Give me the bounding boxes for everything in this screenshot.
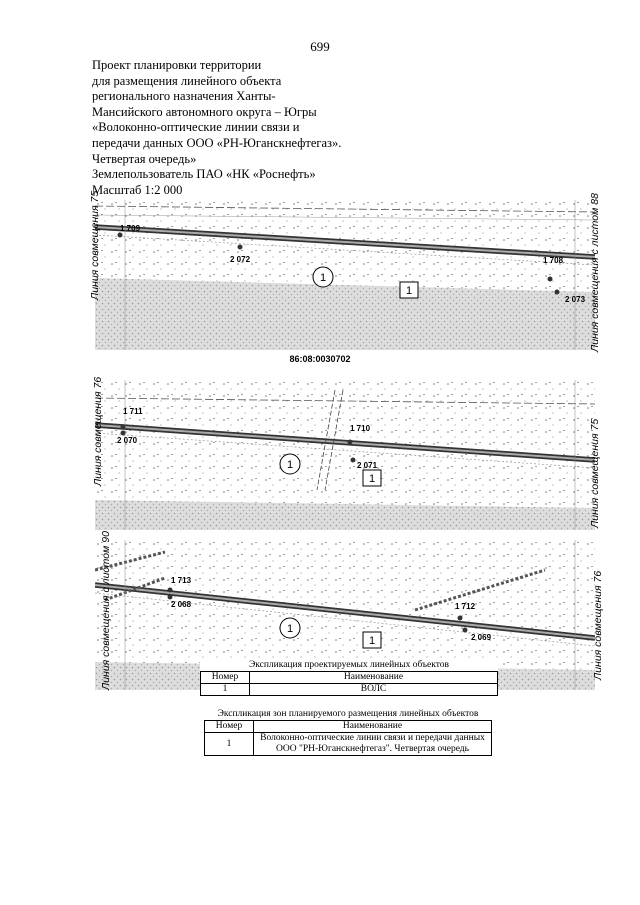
table-cell-name xyxy=(254,733,492,756)
zones-table-caption: Экспликация зон планируемого размещения линейных объектов xyxy=(217,709,479,719)
table-header-number: Номер xyxy=(201,672,250,684)
zone-circle-label: 1 xyxy=(286,459,294,471)
header-line: Масштаб 1:2 000 xyxy=(92,182,183,197)
alignment-line-label-right: Линия совмещения с листом 88 xyxy=(589,193,601,352)
point-label: 2 069 xyxy=(471,633,492,642)
zone-box-label: 1 xyxy=(405,285,413,297)
point-label: 1 712 xyxy=(455,602,476,611)
alignment-line-label-left: Линия совмещения 76 xyxy=(92,376,104,486)
table-cell-line: Волоконно-оптические линии связи и передачи данных xyxy=(260,733,485,743)
table-cell-number: 1 xyxy=(201,684,250,696)
table-header-name: Наименование xyxy=(254,721,492,733)
table-row xyxy=(205,733,492,756)
header-line: регионального назначения Ханты- xyxy=(92,89,276,104)
header-line: Проект планировки территории xyxy=(92,58,262,72)
page-number: 699 xyxy=(310,39,330,54)
point-label: 2 073 xyxy=(565,295,586,304)
table-row xyxy=(201,684,498,696)
point-label: 2 070 xyxy=(117,436,138,445)
header-line: для размещения линейного объекта xyxy=(92,73,282,88)
table-header-number: Номер xyxy=(205,721,254,733)
point-label: 1 708 xyxy=(543,256,564,265)
header-line: передачи данных ООО «РН-Юганскнефтегаз». xyxy=(92,135,342,150)
table-header-name: Наименование xyxy=(250,672,498,684)
point-label: 2 072 xyxy=(230,255,251,264)
alignment-line-label-right: Линия совмещения 76 xyxy=(592,570,604,680)
table-cell-line: ООО "РН-Юганскнефтегаз". Четвертая очередь xyxy=(276,744,469,754)
point-label: 1 710 xyxy=(350,424,371,433)
point-label: 2 068 xyxy=(171,600,192,609)
alignment-line-label-left: Линия совмещения с листом 90 xyxy=(100,531,112,690)
zones-table xyxy=(204,720,492,756)
table-cell-name: ВОЛС xyxy=(250,684,498,696)
zones-table-block xyxy=(204,708,492,756)
alignment-line-label-left: Линия совмещения 75 xyxy=(89,190,101,300)
point-label: 2 071 xyxy=(357,461,378,470)
alignment-line-label-right: Линия совмещения 75 xyxy=(589,418,601,528)
objects-table xyxy=(200,671,498,696)
header-line: «Волоконно-оптические линии связи и xyxy=(92,120,300,135)
point-label: 1 711 xyxy=(123,407,143,416)
header-line: Четвертая очередь» xyxy=(92,151,197,166)
point-label: 1 713 xyxy=(171,576,192,585)
header-line: Землепользователь ПАО «НК «Роснефть» xyxy=(92,167,316,182)
cadastral-number: 86:08:0030702 xyxy=(289,354,351,364)
zone-box-label: 1 xyxy=(368,473,376,485)
zone-box-label: 1 xyxy=(368,635,376,647)
objects-table-block xyxy=(200,659,498,696)
document-header xyxy=(92,58,392,198)
objects-table-caption: Экспликация проектируемых линейных объектов xyxy=(248,660,450,670)
header-line: Мансийского автономного округа – Югры xyxy=(92,104,317,119)
point-label: 1 709 xyxy=(120,224,141,233)
zone-circle-label: 1 xyxy=(286,623,294,635)
table-cell-number: 1 xyxy=(205,733,254,756)
zone-circle-label: 1 xyxy=(319,272,327,284)
map-sheet-2 xyxy=(95,380,595,530)
map-sheet-1 xyxy=(95,200,595,350)
